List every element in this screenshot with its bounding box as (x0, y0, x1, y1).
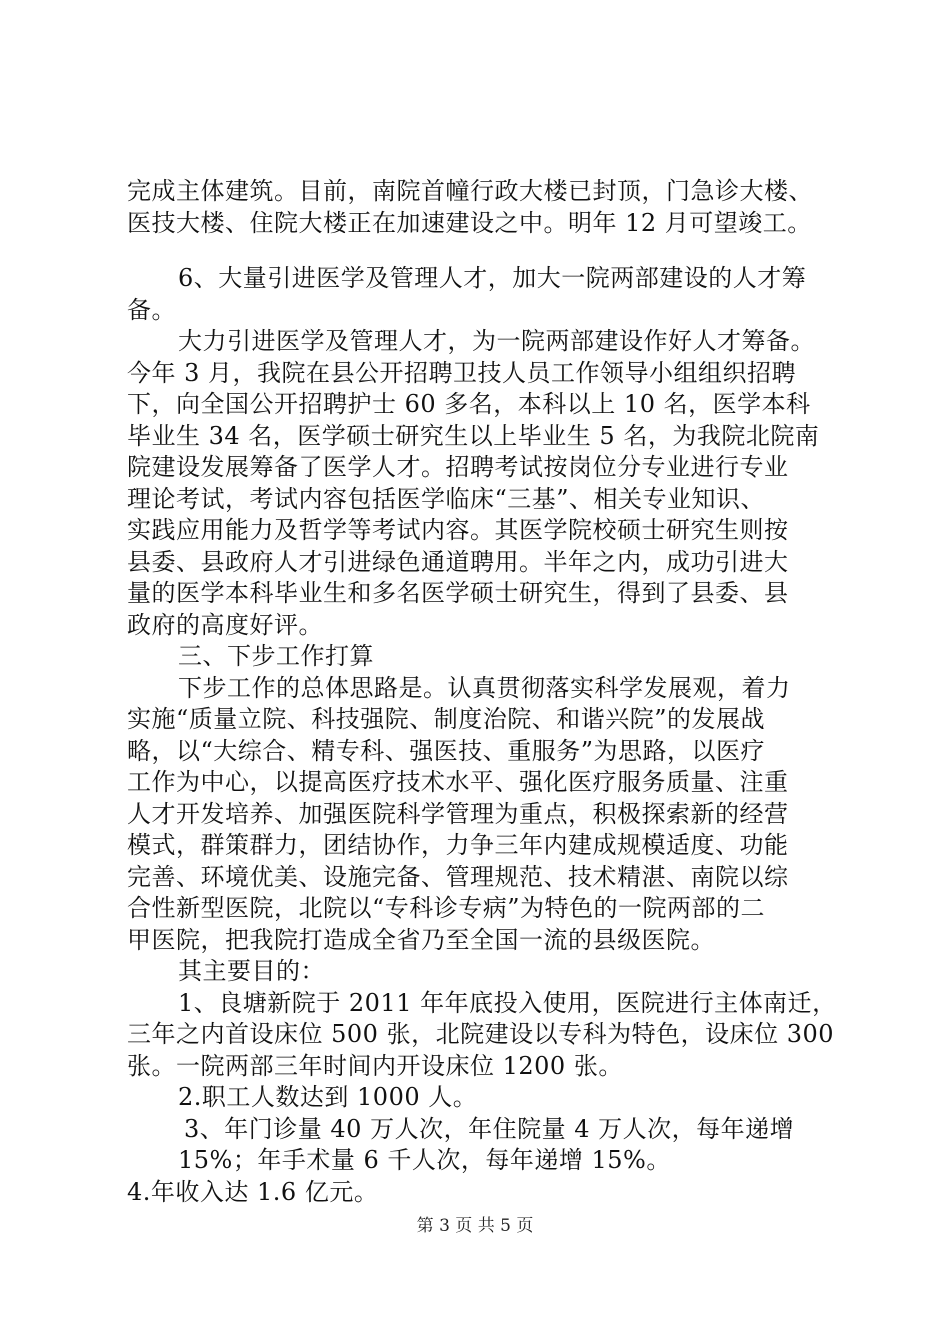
list-item: 4.年收入达 1.6 亿元。 (127, 1177, 379, 1206)
text-line: 下，向全国公开招聘护士 60 多名，本科以上 10 名，医学本科 (127, 390, 811, 418)
text-line: 甲医院，把我院打造成全省乃至全国一流的县级医院。 (127, 925, 715, 954)
list-item: 2.职工人数达到 1000 人。 (178, 1083, 478, 1111)
text-line: 略，以“大综合、精专科、强医技、重服务”为思路，以医疗 (127, 736, 766, 765)
text-line: 备。 (127, 295, 176, 324)
text-line: 下步工作的总体思路是。认真贯彻落实科学发展观，着力 (178, 673, 791, 702)
text-line: 医技大楼、住院大楼正在加速建设之中。明年 12 月可望竣工。 (127, 208, 812, 237)
text-line: 实践应用能力及哲学等考试内容。其医学院校硕士研究生则按 (127, 516, 789, 544)
text-line: 人才开发培养、加强医院科学管理为重点，积极探索新的经营 (127, 799, 789, 828)
text-line: 完成主体建筑。目前，南院首幢行政大楼已封顶，门急诊大楼、 (127, 177, 813, 205)
text-line: 大力引进医学及管理人才，为一院两部建设作好人才筹备。 (178, 327, 815, 355)
page-number: 第 3 页 共 5 页 (416, 1216, 534, 1236)
text-line: 理论考试，考试内容包括医学临床“三基”、相关专业知识、 (127, 484, 766, 513)
text-line: 县委、县政府人才引进绿色通道聘用。半年之内，成功引进大 (127, 547, 789, 576)
list-item: 三年之内首设床位 500 张，北院建设以专科为特色，设床位 300 (127, 1020, 835, 1048)
text-line: 院建设发展筹备了医学人才。招聘考试按岗位分专业进行专业 (127, 453, 789, 481)
text-line: 完善、环境优美、设施完备、管理规范、技术精湛、南院以综 (127, 862, 789, 891)
list-item: 张。一院两部三年时间内开设床位 1200 张。 (127, 1051, 623, 1080)
text-line: 工作为中心，以提高医疗技术水平、强化医疗服务质量、注重 (127, 768, 789, 796)
list-item: 1、良塘新院于 2011 年年底投入使用，医院进行主体南迁， (178, 988, 837, 1017)
text-line: 其主要目的： (178, 957, 325, 985)
text-line: 毕业生 34 名，医学硕士研究生以上毕业生 5 名，为我院北院南 (127, 421, 820, 450)
text-line: 量的医学本科毕业生和多名医学硕士研究生，得到了县委、县 (127, 579, 789, 607)
section-heading: 三、下步工作打算 (178, 642, 374, 670)
text-line: 实施“质量立院、科技强院、制度治院、和谐兴院”的发展战 (127, 705, 766, 733)
text-line: 模式，群策群力，团结协作，力争三年内建成规模适度、功能 (127, 831, 789, 859)
text-line: 今年 3 月，我院在县公开招聘卫技人员工作领导小组组织招聘 (127, 358, 797, 387)
text-line: 政府的高度好评。 (127, 610, 323, 639)
section-heading: 6、大量引进医学及管理人才，加大一院两部建设的人才筹 (178, 264, 807, 292)
list-item: 3、年门诊量 40 万人次，年住院量 4 万人次，每年递增 (184, 1114, 795, 1143)
list-item: 15%；年手术量 6 千人次，每年递增 15%。 (178, 1146, 671, 1174)
text-line: 合性新型医院，北院以“专科诊专病”为特色的一院两部的二 (127, 894, 766, 922)
